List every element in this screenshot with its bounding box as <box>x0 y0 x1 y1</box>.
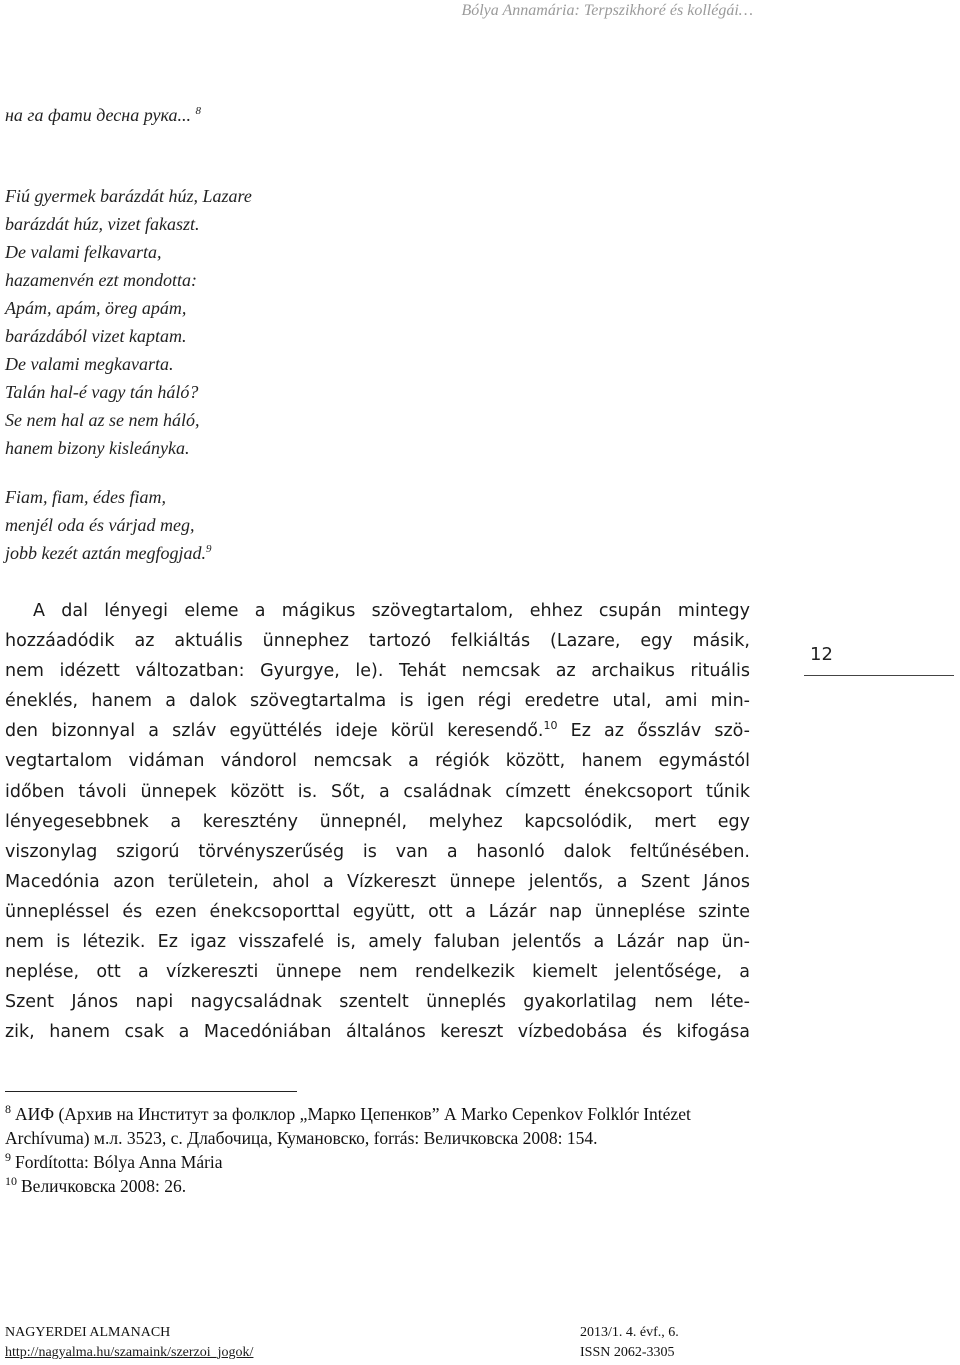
poem-line: Apám, apám, öreg apám, <box>5 298 187 318</box>
poem-line: menjél oda és várjad meg, <box>5 515 195 535</box>
paragraph-line: nem is létezik. Ez igaz visszafelé is, amely faluban jelentős a Lázár nap ün- <box>5 932 750 953</box>
page-number-rule <box>804 675 954 676</box>
poem-line: De valami megkavarta. <box>5 354 174 374</box>
paragraph-line: A dal lényegi eleme a mágikus szövegtartalom, ehhez csupán mintegy <box>33 601 750 621</box>
footnotes <box>5 1102 750 1198</box>
copyright-link[interactable]: http://nagyalma.hu/szamaink/szerzoi_jogok/ <box>5 1345 254 1360</box>
poem-line: De valami felkavarta, <box>5 242 162 262</box>
paragraph-line: éneklés, hanem a dalok szövegtartalma is igen régi eredetre utal, ami min- <box>5 691 750 712</box>
poem-stanza-1 <box>5 101 201 129</box>
footnote-text: Fordította: Bólya Anna Mária <box>15 1152 223 1172</box>
poem-line: Fiú gyermek barázdát húz, Lazare <box>5 186 252 206</box>
paragraph-line: Macedónia azon területein, ahol a Vízkereszt ünnepe jelentős, a Szent János <box>5 871 750 892</box>
poem-line: hanem bizony kisleányka. <box>5 438 190 458</box>
paragraph-line: viszonylag szigorú törvényszerűség is van a hasonló dalok feltűnésében. <box>5 841 750 862</box>
paragraph-text: den bizonnyal a szláv együttélés ideje körül keresendő. <box>5 721 544 742</box>
paragraph-line: zik, hanem csak a Macedóniában általános kereszt vízbedobása és kifogása <box>5 1022 750 1043</box>
paragraph-text: Ez az ősszláv szö- <box>557 721 750 742</box>
footnote-separator <box>5 1091 297 1092</box>
paragraph-line: vegtartalom vidáman vándorol nemcsak a régiók között, hanem egymástól <box>5 751 750 772</box>
paragraph-line <box>5 716 750 746</box>
footnote-marker: 9 <box>205 543 212 555</box>
paragraph-line: Szent János napi nagycsaládnak szentelt ünneplés gyakorlatilag nem léte- <box>5 992 750 1013</box>
footnote-marker: 10 <box>543 719 558 733</box>
body-paragraph <box>5 596 750 1047</box>
footnote-number: 10 <box>5 1174 17 1189</box>
poem-line-text: на га фати десна рука... <box>5 105 191 125</box>
poem-line: barázdából vizet kaptam. <box>5 326 187 346</box>
issn: ISSN 2062-3305 <box>580 1345 675 1360</box>
footnote-number: 9 <box>5 1150 11 1165</box>
paragraph-line: ünnepléssel és ezen énekcsoporttal együtt, ott a Lázár nap ünneplése szinte <box>5 901 750 922</box>
paragraph-line: időben távoli ünnepek között is. Sőt, a családnak címzett énekcsoport tűnik <box>5 781 750 802</box>
page-number: 12 <box>810 644 833 665</box>
poem-line: Fiam, fiam, édes fiam, <box>5 487 166 507</box>
poem-stanza-2 <box>5 182 252 462</box>
poem-line: Se nem hal az se nem háló, <box>5 410 200 430</box>
poem-line: hazamenvén ezt mondotta: <box>5 270 197 290</box>
footnote-8 <box>5 1102 750 1150</box>
footer-right <box>580 1323 679 1363</box>
journal-name: NAGYERDEI ALMANACH <box>5 1325 171 1340</box>
footnote-marker: 8 <box>195 105 201 117</box>
poem-stanza-3 <box>5 483 211 567</box>
footer-left <box>5 1323 253 1363</box>
issue-info: 2013/1. 4. évf., 6. <box>580 1325 679 1340</box>
footnote-text: АИФ (Архив на Институт за фолклор „Марко Цепенков” А Marko Cepenkov Folklór Intézet Archívuma) м.л. 3523, с. Длабочица, Кумановско, forrás: Величковска 2008: 154. <box>5 1104 691 1148</box>
poem-line <box>5 101 201 129</box>
footnote-text: Величковска 2008: 26. <box>21 1176 187 1196</box>
footnote-10 <box>5 1174 750 1198</box>
paragraph-line: neplése, ott a vízkereszti ünnepe nem rendelkezik kiemelt jelentősége, a <box>5 962 750 983</box>
poem-line: barázdát húz, vizet fakaszt. <box>5 214 200 234</box>
running-header-title: Bólya Annamária: Terpszikhoré és kollégái… <box>461 2 753 19</box>
poem-line: Talán hal-é vagy tán háló? <box>5 382 199 402</box>
poem-line <box>5 539 211 567</box>
paragraph-line: nem idézett változatban: Gyurgye, le). Tehát nemcsak az archaikus rituális <box>5 661 750 682</box>
footnote-number: 8 <box>5 1102 11 1117</box>
paragraph-line: hozzáadódik az aktuális ünnephez tartozó felkiáltás (Lazare, egy másik, <box>5 631 750 652</box>
poem-line-text: jobb kezét aztán megfogjad. <box>5 543 206 563</box>
footnote-9 <box>5 1150 750 1174</box>
paragraph-line: lényegesebbnek a keresztény ünnepnél, melyhez kapcsolódik, mert egy <box>5 811 750 832</box>
